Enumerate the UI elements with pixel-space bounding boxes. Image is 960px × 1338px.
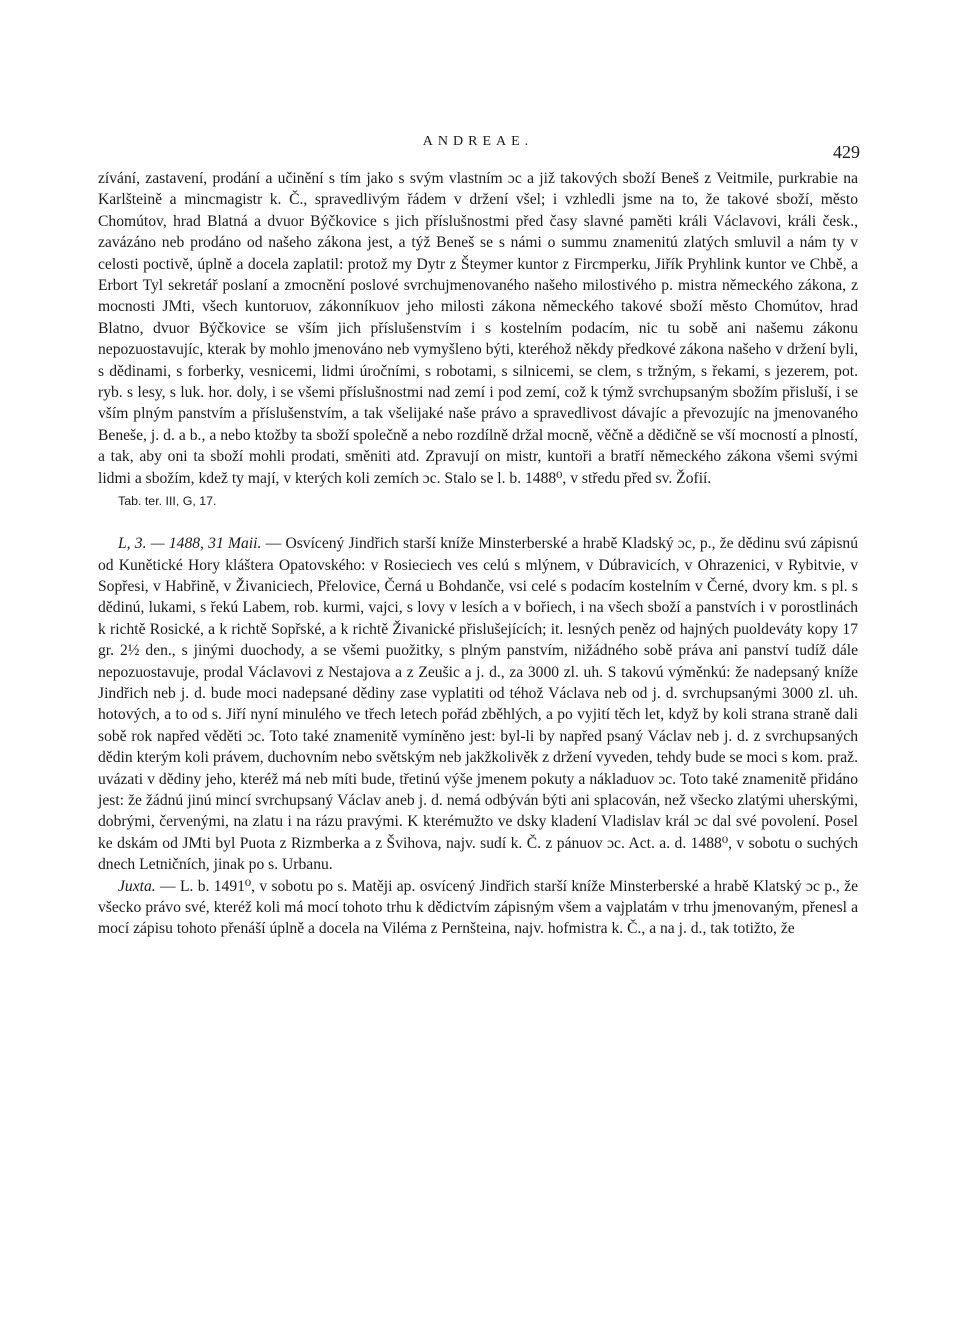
running-head: ANDREAE. — [422, 134, 534, 149]
paragraph-entry — [98, 533, 858, 876]
paragraph-text: — Osvícený Jindřich starší kníže Minsterberské a hrabě Kladský ɔc, p., že dědinu svú zápisnú od Kunětické Hory kláštera Opatovského: v Rosieciech ves celú s mlýnem, v Dúbravicích, v Ohrazenici, v Rybitvie, v Sopřesi, v Habřině, v Živaniciech, Přelovice, Černá u Bohdanče, vsi celé s podacím kostelním v Černé, dvory km. s pl. s dědinú, lukami, s řekú Labem, rob. kurmi, vajci, s lovy v lesích a v bořiech, i na všech sboží a panstvích i v porostlinách k richtě Rosické, a k richtě Sopřské, a k richtě Živanické přislušejících; it. lesných peněz od hajných puoldeváty kopy 17 gr. 2½ den., s jinými duochody, a se všemi puožitky, s plným panstvím, nižádného sobě práva ani panství tudíž dále nepozuostavuje, prodal Václavovi z Nestajova a z Zeušic a j. d., za 3000 zl. uh. S takovú výměnkú: že nadepsaný kníže Jindřich neb j. d. bude moci nadepsané dědiny zase vyplatiti od téhož Václava neb od j. d. svrchupsanými 3000 zl. uh. hotových, a to od s. Jiří nyní minulého ve třech letech pořád zběhlých, a po vyjití těch let, když by koli strana straně dali sobě rok napřed věděti ɔc. Toto také znamenitě vymíněno jest: byl-li by napřed psaný Václav neb j. d. z svrchupsaných dědin kterým koli právem, duchovním nebo světským neb jakžkolivěk z držení vyveden, tehdy bude se moci s kom. praž. uvázati v dědiny jeho, kteréž má neb míti bude, třetinú výše jmenem pokuty a nákladuov ɔc. Toto také znamenitě přidáno jest: že žádnú jinú mincí svrchupsaný Václav aneb j. d. nemá odbýván býti ani splacován, než všecko zlatými uherskými, dobrými, červenými, na zlatu i na rázu pravými. K kterémužto ve dsky kladení Vladislav král ɔc dal své povolení. Posel ke dskám od JMti byl Puota z Rizmberka a z Švihova, najv. sudí k. Č. z pánuov ɔc. Act. a. d. 1488⁰, v sobotu o suchých dnech Letničních, jinak po s. Urbanu. — [98, 535, 859, 874]
page-header — [98, 128, 858, 168]
paragraph-continuation — [98, 168, 858, 489]
document-page — [98, 128, 858, 940]
entry-heading: L, 3. — 1488, 31 Maii. — [118, 535, 262, 553]
source-citation: Tab. ter. III, G, 17. — [118, 494, 217, 509]
paragraph-text: — L. b. 1491⁰, v sobotu po s. Matěji ap. osvícený Jindřich starší kníže Minsterberské a hrabě Klatský ɔc p., že všecko právo své, kteréž koli má mocí tohoto trhu k dědictvím zápisným všem a vajplatám v trhu jmenovaným, přenesl a mocí zápisu tohoto přenáší úplně a docela na Viléma z Pernšteina, najv. hofmistra k. Č., a na j. d., tak totižto, že — [98, 877, 858, 938]
paragraph-entry — [98, 876, 858, 940]
paragraph-text: zívání, zastavení, prodání a učinění s tím jako s svým vlastním ɔc a již takových sboží Beneš z Veitmile, purkrabie na Karlšteině a mincmagistr k. Č., spravedlivým řádem v držení všel; i vzhledli jsme na to, že takové sboží, město Chomútov, hrad Blatná a dvuor Býčkovice s jich příslušnostmi před časy slavné paměti králi Václavovi, králi česk., zavázáno neb prodáno od našeho zákona jest, a týž Beneš se s námi o summu znamenitú zlatých smluvil a nám ty v celosti poctivě, úplně a docela zaplatil: protož my Dytr z Šteymer kuntor z Fircmperku, Jiřík Pryhlink kuntor ve Chbě, a Erbort Tyl sekretář poslaní a zmocnění poslové svrchujmenovaného našeho milostivého p. mistra německého zákona, z mocnosti JMti, všech kuntoruov, zákonníkuov jeho milosti zákona německého takové sboží město Chomútov, hrad Blatno, dvuor Býčkovice se vším jich příslušenstvím i s kostelním podacím, nic tu sobě ani našemu zákonu nepozuostavujíc, kterak by mohlo jmenováno neb vymyšleno býti, kteréhož někdy předkové zákona našeho v držení byli, s dědinami, s forberky, vesnicemi, lidmi úročními, s robotami, s silnicemi, se clem, s tržným, s řekami, s jezerem, pot. ryb. s lesy, s luk. hor. doly, i se všemi příslušnostmi nad zemí i pod zemí, což k týmž svrchupsaným sbožím přisluší, i se vším plným panstvím a příslušenstvím, a tak všelijaké naše právo a spravedlivost dávajíc a převozujíc na jmenovaného Beneše, j. d. a b., a nebo ktožby ta sboží společně a nebo rozdílně držal mocně, věčně a dědičně se vší mocností a plností, a tak, aby oni ta sboží mohli prodati, směniti atd. Zpravují on mistr, kuntoři a bratří německého zákona všemi svými lidmi a sbožím, kdež ty mají, v kterých koli zemích ɔc. Stalo se l. b. 1488⁰, v středu před sv. Žofií. — [98, 170, 858, 487]
entry-heading: Juxta. — [118, 877, 156, 895]
page-number: 429 — [833, 142, 860, 162]
